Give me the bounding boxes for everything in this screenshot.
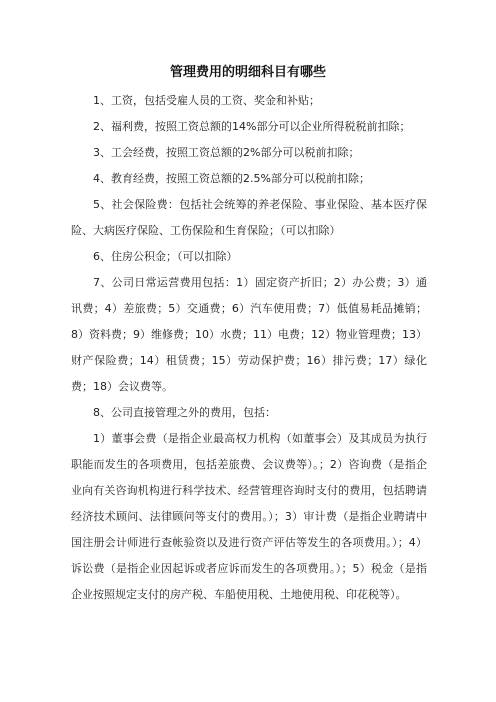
paragraph-7: 7、公司日常运营费用包括：1）固定资产折旧；2）办公费；3）通讯费；4）差旅费；5）交通费；6）汽车使用费；7）低值易耗品摊销；8）资料费；9）维修费；10）水费；11）电费；12）物业管理费；13）财产保险费；14）租赁费；15）劳动保护费；16）排污费；17）绿化费；18）会议费等。: [71, 276, 427, 393]
paragraph-6: 6、住房公积金；（可以扣除）: [93, 250, 238, 263]
paragraph-5: 5、社会保险费：包括社会统筹的养老保险、事业保险、基本医疗保险、大病医疗保险、工伤保险和生育保险；（可以扣除）: [71, 198, 427, 237]
document-body: [71, 88, 427, 608]
paragraph-8: 8、公司直接管理之外的费用，包括：: [93, 406, 276, 419]
paragraph-3: 3、工会经费，按照工资总额的2%部分可以税前扣除；: [93, 146, 360, 159]
paragraph-1: 1、工资，包括受雇人员的工资、奖金和补贴；: [93, 94, 320, 107]
paragraph-9: 1）董事会费（是指企业最高权力机构（如董事会）及其成员为执行职能而发生的各项费用，包括差旅费、会议费等）。；2）咨询费（是指企业向有关咨询机构进行科学技术、经营管理咨询时支付的费用，包括聘请经济技术顾问、法律顾问等支付的费用。）；3）审计费（是指企业聘请中国注册会计师进行查帐验资以及进行资产评估等发生的各项费用。）；4）诉讼费（是指企业因起诉或者应诉而发生的各项费用。）；5）税金（是指企业按照规定支付的房产税、车船使用税、土地使用税、印花税等）。: [71, 432, 427, 601]
document-title: 管理费用的明细科目有哪些: [169, 65, 326, 80]
paragraph-4: 4、教育经费，按照工资总额的2.5%部分可以税前扣除；: [93, 172, 370, 185]
paragraph-2: 2、福利费，按照工资总额的14%部分可以企业所得税税前扣除；: [93, 120, 411, 133]
